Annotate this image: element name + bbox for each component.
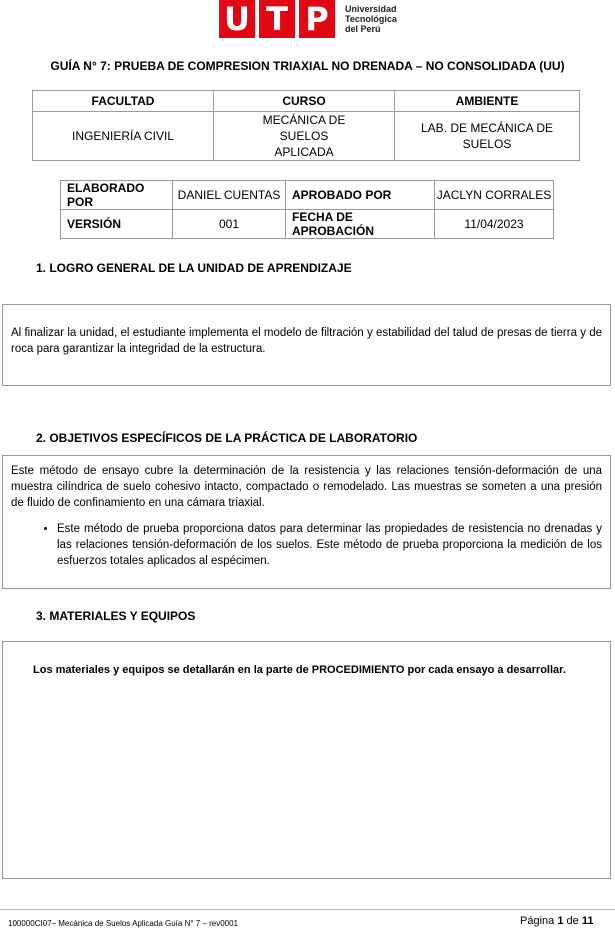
value-version: 001 — [173, 210, 286, 239]
page-current: 1 — [557, 915, 564, 927]
page-of: de — [566, 915, 579, 927]
logo-letter-u: U — [219, 0, 255, 38]
label-fecha: FECHA DE APROBACIÓN — [286, 210, 435, 239]
list-item: • Este método de prueba proporciona datos para determinar las propiedades de resistencia no drenadas y las relaciones tensión-deformación de los suelos. Este método de prueba proporciona la medición de los esfuerzos totales aplicados al espécimen. — [57, 521, 602, 569]
label-aprobado: APROBADO POR — [286, 181, 435, 210]
value-curso: MECÁNICA DE SUELOS APLICADA — [214, 112, 395, 161]
utp-logo — [219, 0, 397, 38]
section-1-heading: 1. LOGRO GENERAL DE LA UNIDAD DE APRENDIZAJE — [36, 261, 352, 275]
logo-text-line: Tecnológica — [345, 14, 397, 24]
value-fecha: 11/04/2023 — [435, 210, 554, 239]
header-facultad: FACULTAD — [33, 91, 214, 112]
section-3-text: Los materiales y equipos se detallarán en la parte de PROCEDIMIENTO por cada ensayo a desarrollar. — [33, 664, 566, 676]
section-2-text: Este método de ensayo cubre la determinación de la resistencia y las relaciones tensión-deformación de una muestra cilíndrica de suelo cohesivo intacto, compactado o remodelado. Las muestras se someten a una presión de fluido de confinamiento en una cámara triaxial. — [11, 465, 602, 509]
value-facultad: INGENIERÍA CIVIL — [33, 112, 214, 161]
page-total: 11 — [581, 915, 594, 927]
logo-wordmark — [345, 4, 397, 34]
value-ambiente: LAB. DE MECÁNICA DE SUELOS — [395, 112, 580, 161]
page-label: Página — [520, 915, 555, 927]
section-2-list — [11, 521, 602, 569]
header-ambiente: AMBIENTE — [395, 91, 580, 112]
section-1-box — [2, 304, 611, 386]
section-3-heading: 3. MATERIALES Y EQUIPOS — [36, 609, 196, 623]
page-number — [520, 915, 593, 927]
header-curso: CURSO — [214, 91, 395, 112]
page-title: GUÍA N° 7: PRUEBA DE COMPRESION TRIAXIAL NO DRENADA – NO CONSOLIDADA (UU) — [50, 59, 565, 73]
document-meta-table — [60, 180, 554, 239]
course-info-table — [32, 90, 580, 161]
footer-divider — [0, 909, 615, 910]
label-version: VERSIÓN — [61, 210, 173, 239]
section-2-heading: 2. OBJETIVOS ESPECÍFICOS DE LA PRÁCTICA DE LABORATORIO — [36, 431, 418, 445]
section-1-text: Al finalizar la unidad, el estudiante implementa el modelo de filtración y estabilidad del talud de presas de tierra y de roca para garantizar la integridad de la estructura. — [11, 327, 602, 355]
footer-doc-code: 100000CI07– Mecánica de Suelos Aplicada Guía N° 7 – rev0001 — [8, 919, 239, 928]
value-elaborado: DANIEL CUENTAS — [173, 181, 286, 210]
label-elaborado: ELABORADO POR — [61, 181, 173, 210]
section-2-box — [2, 455, 611, 589]
logo-text-line: del Perú — [345, 24, 381, 34]
logo-letter-t: T — [259, 0, 295, 38]
value-aprobado: JACLYN CORRALES — [435, 181, 554, 210]
section-3-box — [2, 641, 611, 879]
logo-text-line: Universidad — [345, 4, 397, 14]
logo-letter-p: P — [299, 0, 335, 38]
